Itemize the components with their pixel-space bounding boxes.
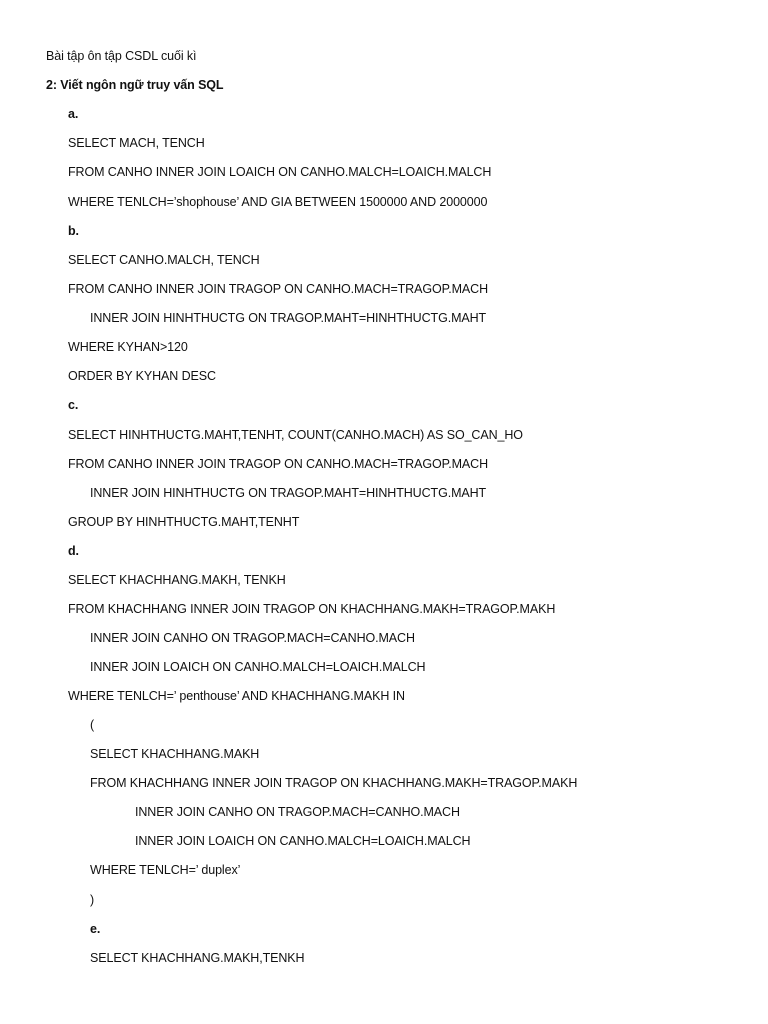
sql-line: WHERE KYHAN>120 — [68, 340, 188, 354]
sql-line: ORDER BY KYHAN DESC — [68, 369, 216, 383]
sql-line: INNER JOIN CANHO ON TRAGOP.MACH=CANHO.MACH — [135, 805, 460, 819]
sql-line: FROM CANHO INNER JOIN TRAGOP ON CANHO.MACH=TRAGOP.MACH — [68, 457, 488, 471]
sql-line: FROM CANHO INNER JOIN TRAGOP ON CANHO.MACH=TRAGOP.MACH — [68, 282, 488, 296]
item-label-b: b. — [68, 224, 79, 238]
sql-line: INNER JOIN HINHTHUCTG ON TRAGOP.MAHT=HINHTHUCTG.MAHT — [90, 311, 487, 325]
sql-line: INNER JOIN CANHO ON TRAGOP.MACH=CANHO.MACH — [90, 631, 415, 645]
sql-line: FROM CANHO INNER JOIN LOAICH ON CANHO.MALCH=LOAICH.MALCH — [68, 165, 492, 179]
sql-line: WHERE TENLCH=’ duplex’ — [90, 863, 241, 877]
sql-line: SELECT KHACHHANG.MAKH, TENKH — [68, 573, 286, 587]
sql-line: SELECT HINHTHUCTG.MAHT,TENHT, COUNT(CANHO.MACH) AS SO_CAN_HO — [68, 428, 523, 442]
sql-line: SELECT MACH, TENCH — [68, 136, 205, 150]
sql-line: SELECT KHACHHANG.MAKH — [90, 747, 260, 761]
sql-line: SELECT KHACHHANG.MAKH,TENKH — [90, 951, 305, 965]
document-title: Bài tập ôn tập CSDL cuối kì — [46, 49, 197, 63]
sql-line: GROUP BY HINHTHUCTG.MAHT,TENHT — [68, 515, 300, 529]
sql-line: WHERE TENLCH=’ penthouse’ AND KHACHHANG.MAKH IN — [68, 689, 405, 703]
sql-line: ) — [90, 893, 95, 907]
item-label-a: a. — [68, 107, 79, 121]
item-label-e: e. — [90, 922, 101, 936]
sql-line: FROM KHACHHANG INNER JOIN TRAGOP ON KHACHHANG.MAKH=TRAGOP.MAKH — [68, 602, 556, 616]
sql-line: INNER JOIN LOAICH ON CANHO.MALCH=LOAICH.MALCH — [135, 834, 471, 848]
item-label-c: c. — [68, 398, 79, 412]
item-label-d: d. — [68, 544, 79, 558]
sql-line: WHERE TENLCH=’shophouse’ AND GIA BETWEEN 1500000 AND 2000000 — [68, 195, 488, 209]
sql-line: INNER JOIN LOAICH ON CANHO.MALCH=LOAICH.MALCH — [90, 660, 426, 674]
section-heading: 2: Viết ngôn ngữ truy vấn SQL — [46, 78, 224, 92]
sql-line: SELECT CANHO.MALCH, TENCH — [68, 253, 260, 267]
sql-line: INNER JOIN HINHTHUCTG ON TRAGOP.MAHT=HINHTHUCTG.MAHT — [90, 486, 487, 500]
sql-line: FROM KHACHHANG INNER JOIN TRAGOP ON KHACHHANG.MAKH=TRAGOP.MAKH — [90, 776, 578, 790]
sql-line: ( — [90, 718, 95, 732]
